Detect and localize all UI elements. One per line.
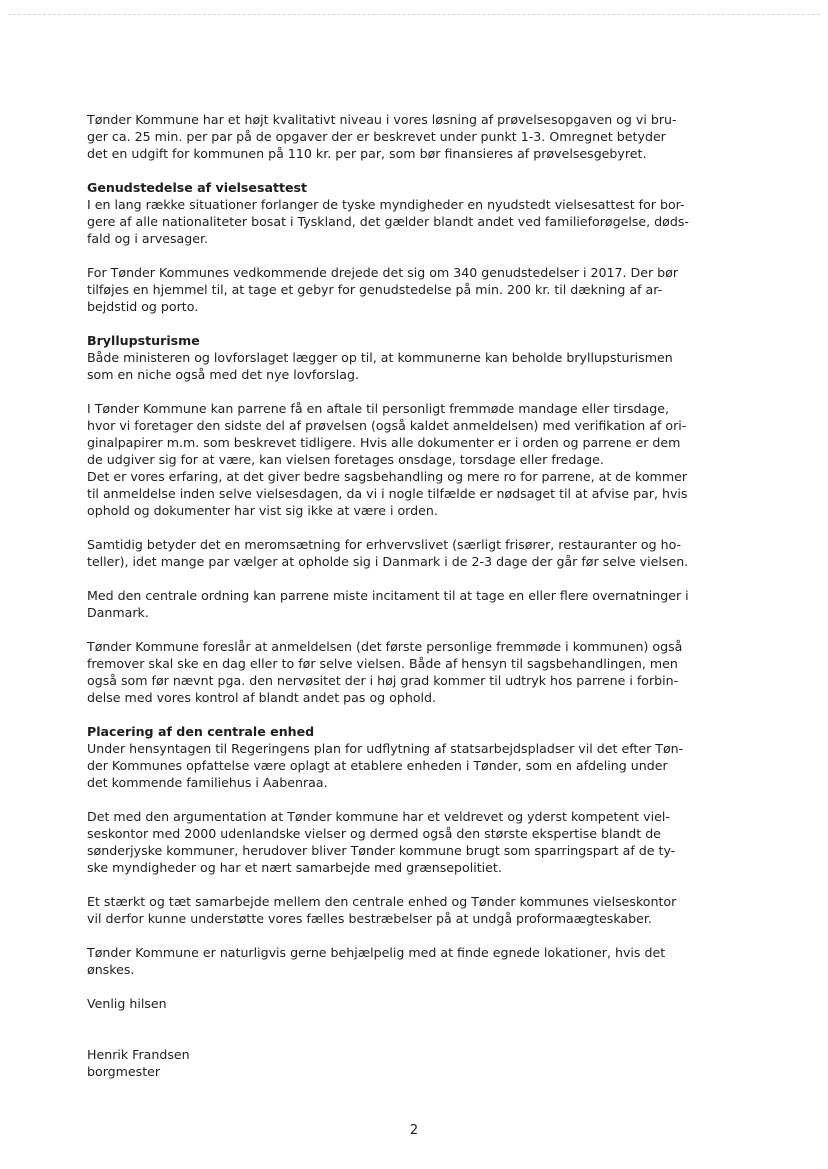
text-line: de udgiver sig for at være, kan vielsen foretages onsdage, torsdage eller fredage. [87,452,604,467]
text-line: I en lang række situationer forlanger de tyske myndigheder en nyudstedt vielsesattest for bor- [87,197,685,212]
text-line: Både ministeren og lovforslaget lægger op til, at kommunerne kan beholde bryllupsturismen [87,350,673,365]
text-line: som en niche også med det nye lovforslag. [87,367,360,382]
text-line: Det med den argumentation at Tønder kommune har et veldrevet og yderst kompetent viel- [87,809,670,824]
text-line: I Tønder Kommune kan parrene få en aftale til personligt fremmøde mandage eller tirsdage, [87,401,669,416]
section-paragraph [87,332,737,383]
paragraph-spacer [87,570,737,587]
text-line: Tønder Kommune har et højt kvalitativt niveau i vores løsning af prøvelsesopgaven og vi bru- [87,112,677,127]
text-line: også som før nævnt pga. den nervøsitet der i høj grad kommer til udtryk hos parrene i forbin- [87,673,679,688]
section-paragraph [87,723,737,791]
text-line: det kommende familiehus i Aabenraa. [87,775,328,790]
text-line: teller), idet mange par vælger at opholde sig i Danmark i de 2-3 dage der går før selve vielsen. [87,554,689,569]
text-line: ønskes. [87,962,135,977]
text-line: Med den centrale ordning kan parrene miste incitament til at tage en eller flere overnatninger i [87,588,689,603]
text-line: Et stærkt og tæt samarbejde mellem den centrale enhed og Tønder kommunes vielseskontor [87,894,677,909]
text-line: Tønder Kommune er naturligvis gerne behjælpelig med at finde egnede lokationer, hvis det [87,945,666,960]
text-line: Det er vores erfaring, at det giver bedre sagsbehandling og mere ro for parrene, at de kommer [87,469,688,484]
body-paragraph [87,893,737,927]
signature-title: borgmester [87,1064,161,1079]
text-line: hvor vi foretager den sidste del af prøvelsen (også kaldet anmeldelsen) med verifikation af ori- [87,418,687,433]
text-line: Tønder Kommune foreslår at anmeldelsen (det første personlige fremmøde i kommunen) også [87,639,683,654]
text-line: ske myndigheder og har et nært samarbejde med grænsepolitiet. [87,860,502,875]
body-paragraph [87,995,737,1012]
text-line: seskontor med 2000 udenlandske vielser og dermed også den største ekspertise blandt de [87,826,661,841]
text-line: Under hensyntagen til Regeringens plan for udflytning af statsarbejdspladser vil det efter Tøn- [87,741,684,756]
page-number: 2 [409,1123,419,1138]
text-line: gere af alle nationaliteter bosat i Tyskland, det gælder blandt andet ved familieforøgelse, døds- [87,214,689,229]
section-paragraph [87,179,737,247]
text-line: For Tønder Kommunes vedkommende drejede det sig om 340 genudstedelser i 2017. Der bør [87,265,679,280]
signature-block [87,1046,737,1080]
top-border-line [8,14,820,15]
paragraph-spacer [87,978,737,995]
text-line: Venlig hilsen [87,996,167,1011]
text-line: fremover skal ske en dag eller to før selve vielsen. Både af hensyn til sagsbehandlingen, men [87,656,678,671]
text-line: det en udgift for kommunen på 110 kr. per par, som bør finansieres af prøvelsesgebyret. [87,146,647,161]
text-line: vil derfor kunne understøtte vores fælles bestræbelser på at undgå proformaægteskaber. [87,911,652,926]
letter-body [87,111,737,1080]
paragraph-spacer [87,876,737,893]
text-line: Samtidig betyder det en meromsætning for erhvervslivet (særligt frisører, restauranter og ho- [87,537,682,552]
body-paragraph [87,808,737,876]
text-line: til anmeldelse inden selve vielsesdagen, da vi i nogle tilfælde er nødsaget til at afvise par, hvis [87,486,688,501]
text-line: sønderjyske kommuner, herudover bliver Tønder kommune brugt som sparringspart af de ty- [87,843,676,858]
paragraph-spacer [87,927,737,944]
body-paragraph [87,587,737,621]
body-paragraph [87,638,737,706]
text-line: bejdstid og porto. [87,299,199,314]
signature-name: Henrik Frandsen [87,1047,190,1062]
text-line: ginalpapirer m.m. som beskrevet tidligere. Hvis alle dokumenter er i orden og parrene er dem [87,435,681,450]
section-heading: Placering af den centrale enhed [87,724,315,739]
paragraph-spacer [87,315,737,332]
body-paragraph [87,111,737,162]
signature-spacer [87,1012,737,1046]
paragraph-spacer [87,621,737,638]
text-line: ger ca. 25 min. per par på de opgaver der er beskrevet under punkt 1-3. Omregnet betyder [87,129,666,144]
text-line: der Kommunes opfattelse være oplagt at etablere enheden i Tønder, som en afdeling under [87,758,668,773]
paragraph-spacer [87,791,737,808]
text-line: tilføjes en hjemmel til, at tage et gebyr for genudstedelse på min. 200 kr. til dækning af ar- [87,282,663,297]
text-line: Danmark. [87,605,149,620]
paragraph-spacer [87,162,737,179]
body-paragraph [87,400,737,519]
body-paragraph [87,264,737,315]
body-paragraph [87,944,737,978]
section-heading: Genudstedelse af vielsesattest [87,180,308,195]
text-line: delse med vores kontrol af blandt andet pas og ophold. [87,690,437,705]
section-heading: Bryllupsturisme [87,333,200,348]
paragraph-spacer [87,706,737,723]
paragraph-spacer [87,247,737,264]
text-line: fald og i arvesager. [87,231,208,246]
body-paragraph [87,536,737,570]
text-line: ophold og dokumenter har vist sig ikke at være i orden. [87,503,438,518]
paragraph-spacer [87,519,737,536]
paragraph-spacer [87,383,737,400]
